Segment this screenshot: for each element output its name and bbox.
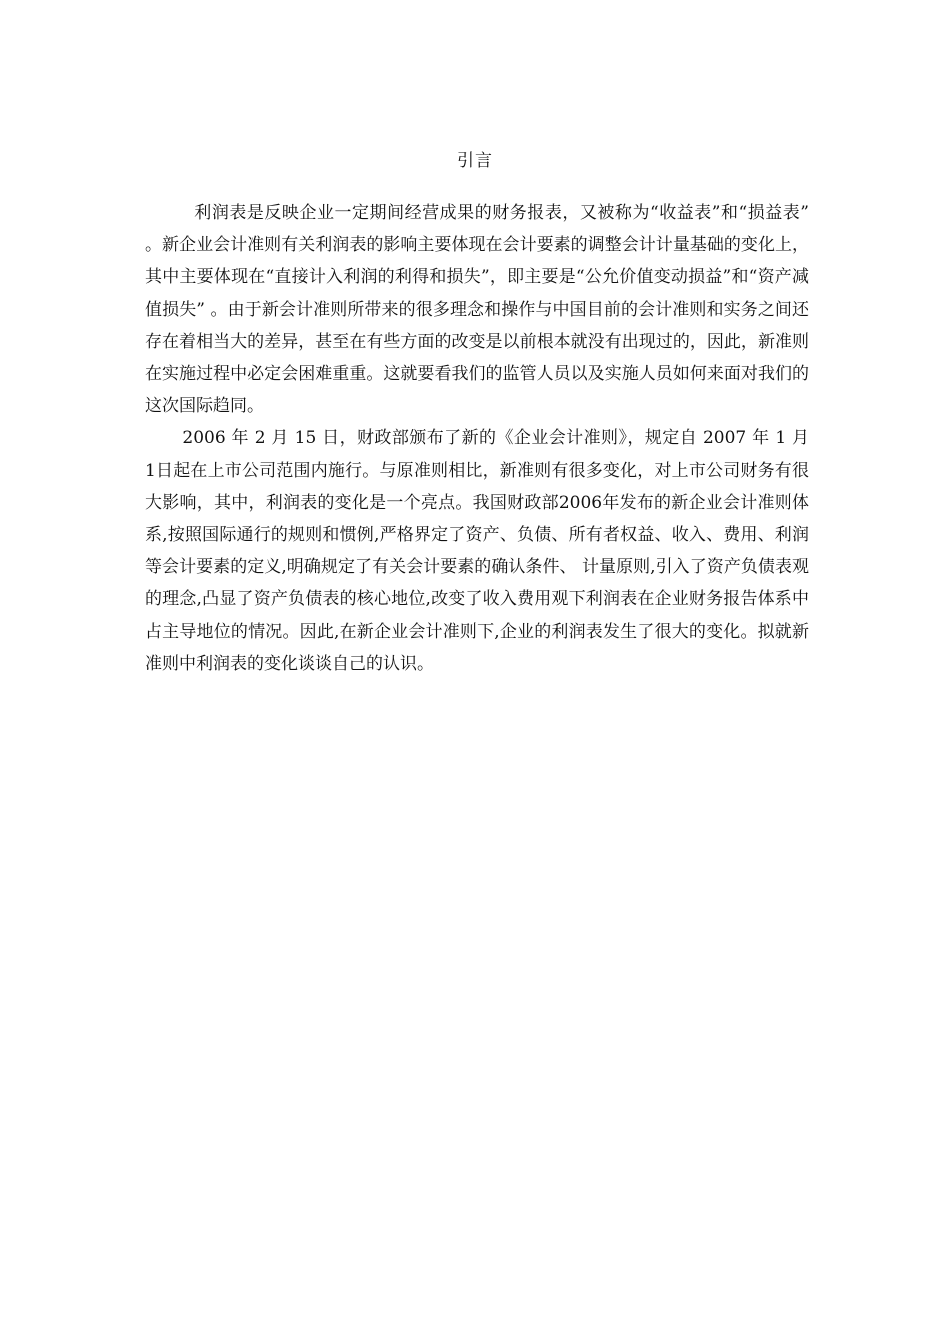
page-title: 引言	[457, 151, 493, 171]
paragraph-standards: 2006 年 2 月 15 日，财政部颁布了新的《企业会计准则》，规定自 2007 年 1 月 1日起在上市公司范围内施行。与原准则相比，新准则有很多变化，对上市公司财务有很大影响，其中，利润表的变化是一个亮点。我国财政部2006年发布的新企业会计准则体系,按照国际通行的规则和惯例,严格界定了资产、负债、所有者权益、收入、费用、利润等会计要素的定义,明确规定了有关会计要素的确认条件、 计量原则,引入了资产负债表观的理念,凸显了资产负债表的核心地位,改变了收入费用观下利润表在企业财务报告体系中占主导地位的情况。因此,在新企业会计准则下,企业的利润表发生了很大的变化。拟就新准则中利润表的变化谈谈自己的认识。	[145, 428, 809, 674]
document-body	[145, 197, 809, 680]
paragraph-intro: 利润表是反映企业一定期间经营成果的财务报表，又被称为“收益表”和“损益表” 。新企业会计准则有关利润表的影响主要体现在会计要素的调整会计计量基础的变化上，其中主要体现在“直接计入利润的利得和损失”，即主要是“公允价值变动损益”和“资产减值损失” 。由于新会计准则所带来的很多理念和操作与中国目前的会计准则和实务之间还存在着相当大的差异，甚至在有些方面的改变是以前根本就没有出现过的，因此，新准则在实施过程中必定会困难重重。这就要看我们的监管人员以及实施人员如何来面对我们的这次国际趋同。	[145, 203, 809, 417]
